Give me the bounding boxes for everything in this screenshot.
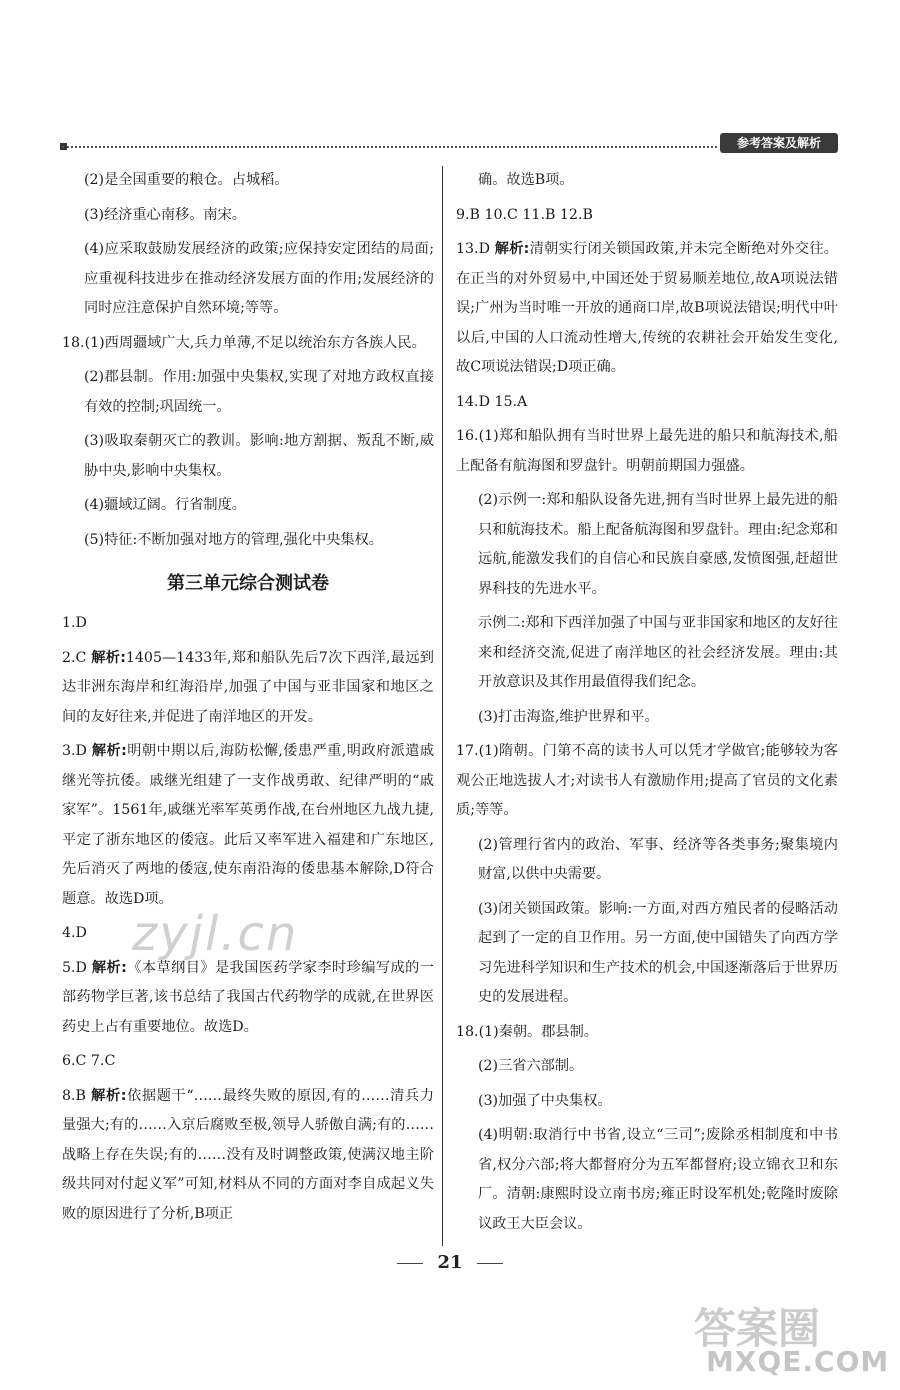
answer-item (456, 895, 838, 1013)
answer-text: 明朝中期以后,海防松懈,倭患严重,明政府派遣戚继光等抗倭。戚继光组建了一支作战勇敢、纪律严明的“戚家军”。1561年,戚继光率军英勇作战,在台州地区九战九捷,平定了浙东地区的倭寇。此后又率军进入福建和广东地区,先后消灭了两地的倭寇,使东南沿海的倭患基本解除,D符合题意。故选D项。 (62, 743, 435, 907)
answer-item (456, 422, 838, 481)
analysis-label: 解析: (494, 241, 530, 257)
answer-text: 《本草纲目》是我国医药学家李时珍编写成的一部药物学巨著,该书总结了我国古代药物学的成就,在世界医药史上占有重要地位。故选D。 (62, 959, 434, 1035)
answer-paragraph: 18.(1)西周疆域广大,兵力单薄,不足以统治东方各族人民。 (62, 334, 426, 351)
answer-item (456, 388, 838, 418)
watermark-center: zyjl.cn (132, 906, 299, 962)
answer-number: 9.B 10.C 11.B 12.B (456, 206, 593, 223)
analysis-label: 解析: (91, 959, 127, 976)
answer-text: 依据题干“……最终失败的原因,有的……清兵力量强大;有的……入京后腐败至极,领导人骄傲自满;有的……战略上存在失误;有的……没有及时调整政策,使满汉地主阶级共同对付起义军”可知,材料从不同的方面对李自成起义失败的原因进行了分析,B项正 (62, 1087, 435, 1222)
answer-number: 4.D (62, 925, 87, 941)
left-column (62, 166, 434, 1234)
header-dotted-rule (62, 146, 717, 148)
answer-text: (3)加强了中央集权。 (478, 1092, 612, 1109)
answer-number: 1.D (62, 615, 87, 631)
answer-text: (1)秦朝。郡县制。 (478, 1023, 598, 1040)
section-title: 第三单元综合测试卷 (167, 573, 329, 594)
page-number-text: 21 (437, 1252, 463, 1273)
answer-number: 14.D 15.A (456, 393, 528, 410)
answer-item (62, 609, 434, 639)
answer-item (456, 831, 838, 890)
answer-paragraph: (5)特征:不断加强对地方的管理,强化中央集权。 (84, 531, 383, 548)
watermark-url: MXQE.COM (706, 1345, 890, 1378)
analysis-label: 解析: (91, 649, 126, 666)
answer-item (62, 954, 434, 1043)
answer-number: 2.C (62, 649, 87, 666)
answer-text: (4)明朝:取消行中书省,设立“三司”;废除丞相制度和中书省,权分六部;将大都督府分为五军都督府;设立锦衣卫和东厂。清朝:康熙时设立南书房;雍正时设军机处;乾隆时废除议政王大臣会议。 (478, 1127, 838, 1232)
answer-item (456, 1121, 838, 1239)
analysis-label: 解析: (91, 1087, 127, 1104)
answer-item (62, 1047, 434, 1077)
answer-text: 示例二:郑和下西洋加强了中国与亚非国家和地区的友好往来和经济交流,促进了南洋地区的社会经济发展。理由:其开放意识及其作用最值得我们纪念。 (478, 615, 838, 690)
answer-number: 8.B (62, 1087, 86, 1104)
answer-item (62, 1082, 434, 1230)
answer-paragraph: (3)经济重心南移。南宋。 (84, 206, 246, 223)
answer-paragraph: (3)吸取秦朝灭亡的教训。影响:地方割据、叛乱不断,威胁中央,影响中央集权。 (84, 433, 434, 479)
right-column (456, 166, 838, 1244)
answer-text: (2)示例一:郑和船队设备先进,拥有当时世界上最先进的船只和航海技术。船上配备航海图和罗盘针。理由:纪念郑和远航,能激发我们的自信心和民族自豪感,发愤图强,赶超世界科技的先进水平。 (478, 492, 838, 597)
answer-item (456, 201, 838, 231)
column-divider (442, 166, 443, 1246)
answer-number: 3.D (62, 743, 87, 759)
answer-paragraph: (2)是全国重要的粮仓。占城稻。 (84, 172, 289, 188)
answer-number: 6.C 7.C (62, 1053, 116, 1069)
answer-number: 5.D (62, 959, 87, 976)
answer-item (456, 1052, 838, 1082)
answer-text: (2)管理行省内的政治、军事、经济等各类事务;聚集境内财富,以供中央需要。 (478, 836, 838, 882)
answer-number: 17. (456, 743, 479, 759)
answer-item (456, 737, 838, 826)
answer-number: 18. (456, 1023, 479, 1040)
header-tag: 参考答案及解析 (720, 133, 838, 153)
answer-item (456, 486, 838, 604)
answer-number: 13.D (456, 241, 490, 257)
analysis-label: 解析: (91, 743, 127, 759)
answer-item (456, 1018, 838, 1048)
answer-text: (3)闭关锁国政策。影响:一方面,对西方殖民者的侵略活动起到了一定的自卫作用。另一方面,使中国错失了向西方学习先进科学知识和生产技术的机会,中国逐渐落后于世界历史的发展进程。 (478, 900, 838, 1005)
answer-item (456, 235, 838, 383)
answer-text: 确。故选B项。 (478, 172, 574, 188)
answer-text: 清朝实行闭关锁国政策,并未完全断绝对外交往。在正当的对外贸易中,中国还处于贸易顺差地位,故A项说法错误;广州为当时唯一开放的通商口岸,故B项说法错误;明代中叶以后,中国的人口流动性增大,传统的农耕社会开始发生变化,故C项说法错误;D项正确。 (456, 241, 838, 375)
answer-text: 1405—1433年,郑和船队先后7次下西洋,最远到达非洲东海岸和红海沿岸,加强了中国与亚非国家和地区之间的友好往来,并促进了南洋地区的开发。 (62, 649, 434, 725)
answer-paragraph: (4)疆域辽阔。行省制度。 (84, 497, 246, 513)
answer-item (456, 609, 838, 698)
answer-number: 16. (456, 428, 479, 444)
answer-item (456, 1087, 838, 1117)
answer-item (62, 737, 434, 914)
answer-item (456, 703, 838, 733)
answer-paragraph: (2)郡县制。作用:加强中央集权,实现了对地方政权直接有效的控制;巩固统一。 (84, 369, 434, 415)
watermark-logo: 答案圈 (694, 1304, 821, 1353)
answer-item (62, 644, 434, 733)
answer-text: (1)隋朝。门第不高的读书人可以凭才学做官;能够较为客观公正地选拔人才;对读书人有激励作用;提高了官员的文化素质;等等。 (456, 743, 838, 818)
answer-text: (1)郑和船队拥有当时世界上最先进的船只和航海技术,船上配备有航海图和罗盘针。明朝前期国力强盛。 (456, 428, 838, 474)
answer-item (456, 166, 838, 196)
answer-paragraph: (4)应采取鼓励发展经济的政策;应保持安定团结的局面;应重视科技进步在推动经济发展方面的作用;发展经济的同时应注意保护自然环境;等等。 (84, 241, 434, 316)
answer-text: (2)三省六部制。 (478, 1058, 584, 1074)
answer-text: (3)打击海盗,维护世界和平。 (478, 708, 659, 725)
page-number (0, 1252, 900, 1273)
